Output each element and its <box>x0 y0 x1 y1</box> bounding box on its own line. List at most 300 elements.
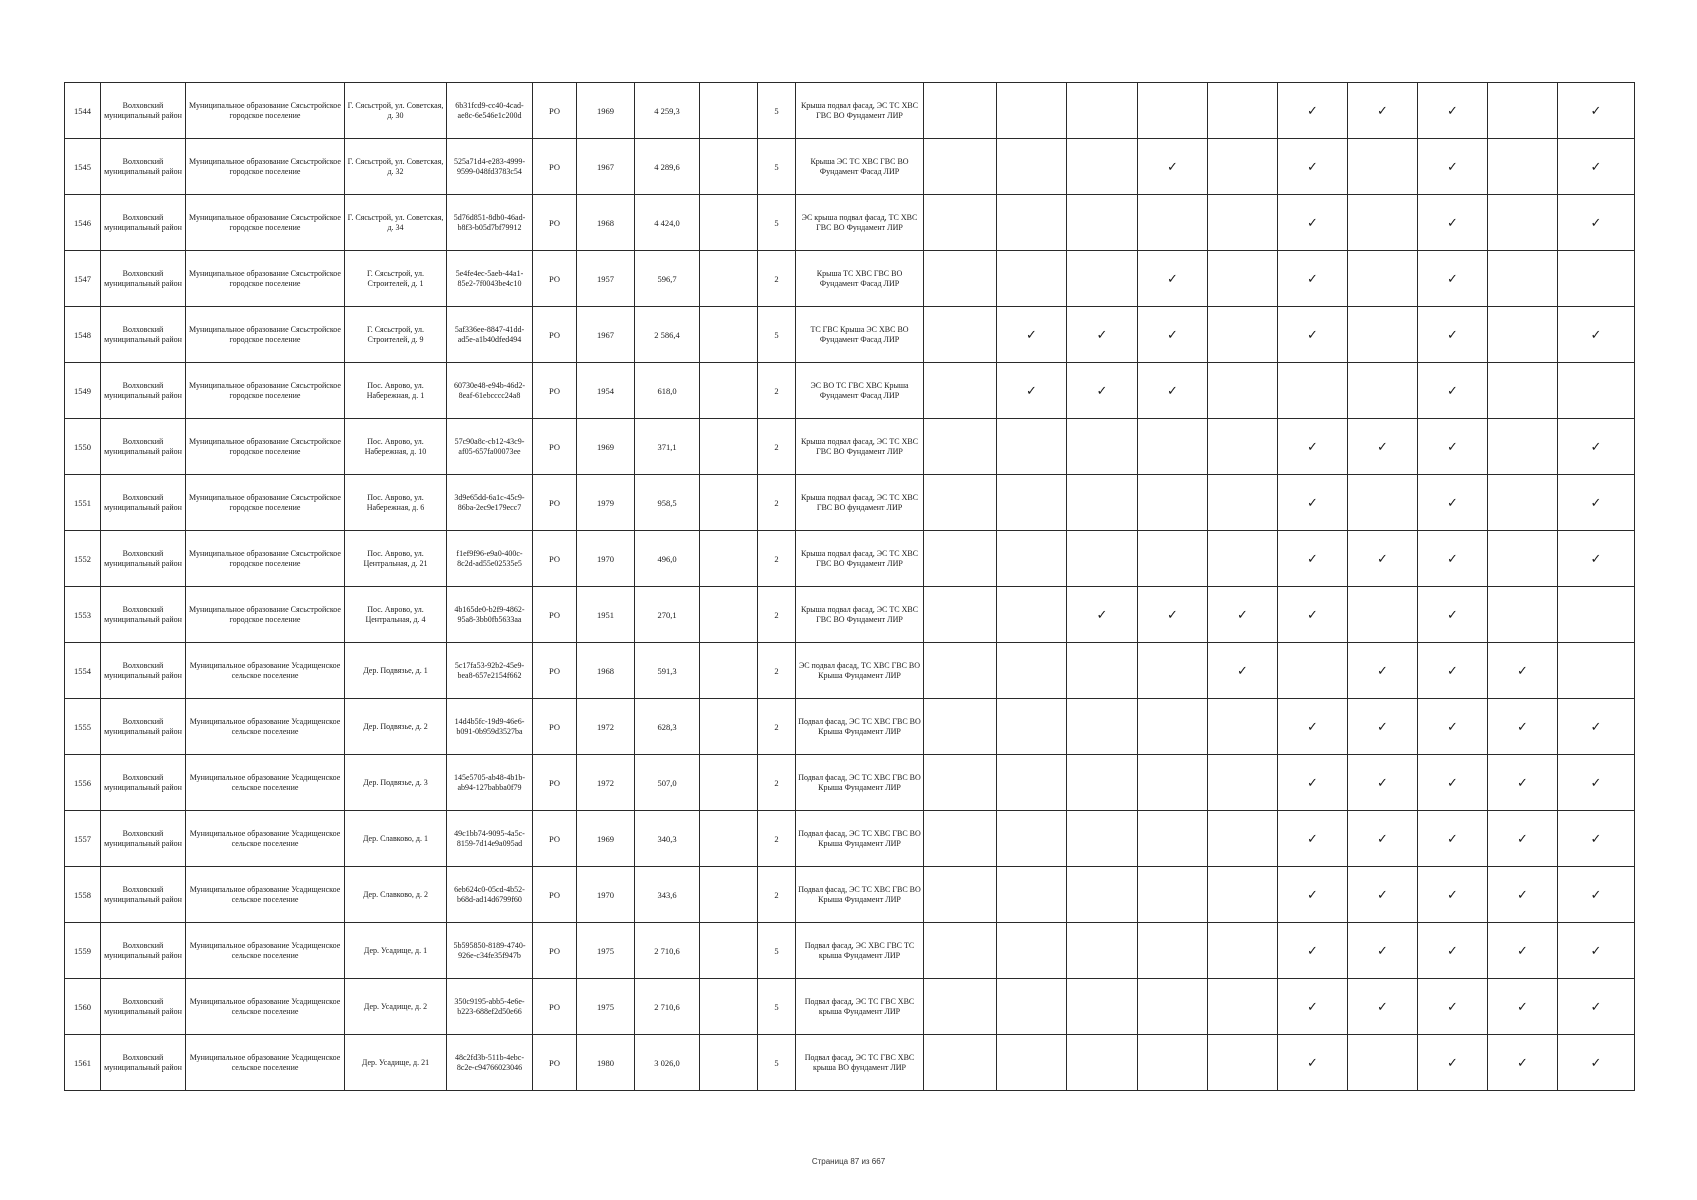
register-table <box>64 82 1635 1091</box>
check-mark-icon: ✓ <box>1278 195 1348 251</box>
district-cell: Волховский муниципальный район <box>101 587 186 643</box>
empty-check-cell <box>1138 923 1208 979</box>
floors-cell: 2 <box>758 475 796 531</box>
check-mark-icon: ✓ <box>1138 251 1208 307</box>
address-cell: Г. Сясьстрой, ул. Строителей, д. 9 <box>345 307 447 363</box>
district-cell: Волховский муниципальный район <box>101 699 186 755</box>
table-row <box>65 251 1635 307</box>
district-cell: Волховский муниципальный район <box>101 307 186 363</box>
house-guid-cell: 48c2fd3b-511b-4ebc-8c2e-c94766023046 <box>447 1035 533 1091</box>
house-guid-cell: 57c90a8c-cb12-43c9-af05-657fa00073ee <box>447 419 533 475</box>
empty-check-cell <box>1138 1035 1208 1091</box>
empty-cell <box>700 867 758 923</box>
ro-cell: РО <box>533 811 577 867</box>
year-built-cell: 1972 <box>577 755 635 811</box>
works-list-cell: Подвал фасад, ЭС ТС ХВС ГВС ВО Крыша Фундамент ЛИР <box>796 811 924 867</box>
house-guid-cell: 525a71d4-e283-4999-9599-048fd3783c54 <box>447 139 533 195</box>
works-list-cell: Подвал фасад, ЭС ТС ХВС ГВС ВО Крыша Фундамент ЛИР <box>796 867 924 923</box>
year-built-cell: 1969 <box>577 419 635 475</box>
check-mark-icon: ✓ <box>1348 531 1418 587</box>
empty-check-cell <box>1138 83 1208 139</box>
year-built-cell: 1980 <box>577 1035 635 1091</box>
house-guid-cell: 60730e48-e94b-46d2-8eaf-61ebcccc24a8 <box>447 363 533 419</box>
empty-check-cell <box>997 195 1067 251</box>
empty-check-cell <box>1348 1035 1418 1091</box>
check-mark-icon: ✓ <box>1558 979 1635 1035</box>
check-mark-icon: ✓ <box>1208 587 1278 643</box>
check-mark-icon: ✓ <box>1488 643 1558 699</box>
floors-cell: 2 <box>758 419 796 475</box>
empty-check-cell <box>924 867 997 923</box>
area-cell: 4 424,0 <box>635 195 700 251</box>
empty-cell <box>700 195 758 251</box>
district-cell: Волховский муниципальный район <box>101 363 186 419</box>
municipality-cell: Муниципальное образование Сясьстройское городское поселение <box>186 363 345 419</box>
works-list-cell: Крыша подвал фасад, ЭС ТС ХВС ГВС ВО Фундамент ЛИР <box>796 531 924 587</box>
empty-check-cell <box>924 979 997 1035</box>
floors-cell: 2 <box>758 811 796 867</box>
year-built-cell: 1957 <box>577 251 635 307</box>
empty-check-cell <box>1348 195 1418 251</box>
check-mark-icon: ✓ <box>997 307 1067 363</box>
empty-cell <box>700 587 758 643</box>
house-guid-cell: 5d76d851-8db0-46ad-b8f3-b05d7bf79912 <box>447 195 533 251</box>
address-cell: Г. Сясьстрой, ул. Советская, д. 32 <box>345 139 447 195</box>
floors-cell: 5 <box>758 195 796 251</box>
year-built-cell: 1975 <box>577 923 635 979</box>
ro-cell: РО <box>533 923 577 979</box>
check-mark-icon: ✓ <box>1558 83 1635 139</box>
check-mark-icon: ✓ <box>1418 475 1488 531</box>
district-cell: Волховский муниципальный район <box>101 419 186 475</box>
empty-check-cell <box>1208 251 1278 307</box>
check-mark-icon: ✓ <box>1418 419 1488 475</box>
row-number-cell: 1550 <box>65 419 101 475</box>
empty-check-cell <box>924 923 997 979</box>
empty-check-cell <box>1067 475 1138 531</box>
municipality-cell: Муниципальное образование Усадищенское сельское поселение <box>186 867 345 923</box>
district-cell: Волховский муниципальный район <box>101 139 186 195</box>
address-cell: Дер. Подвязье, д. 1 <box>345 643 447 699</box>
check-mark-icon: ✓ <box>1418 83 1488 139</box>
floors-cell: 2 <box>758 587 796 643</box>
empty-cell <box>700 475 758 531</box>
empty-check-cell <box>1067 251 1138 307</box>
district-cell: Волховский муниципальный район <box>101 979 186 1035</box>
ro-cell: РО <box>533 475 577 531</box>
area-cell: 618,0 <box>635 363 700 419</box>
check-mark-icon: ✓ <box>1348 83 1418 139</box>
check-mark-icon: ✓ <box>1488 923 1558 979</box>
empty-check-cell <box>924 139 997 195</box>
works-list-cell: Крыша ТС ХВС ГВС ВО Фундамент Фасад ЛИР <box>796 251 924 307</box>
house-guid-cell: f1ef9f96-e9a0-400c-8c2d-ad55e02535e5 <box>447 531 533 587</box>
check-mark-icon: ✓ <box>1138 363 1208 419</box>
house-guid-cell: 5e4fe4ec-5aeb-44a1-85e2-7f0043be4c10 <box>447 251 533 307</box>
house-guid-cell: 6b31fcd9-cc40-4cad-ae8c-6e546e1c200d <box>447 83 533 139</box>
municipality-cell: Муниципальное образование Усадищенское сельское поселение <box>186 923 345 979</box>
empty-check-cell <box>924 811 997 867</box>
check-mark-icon: ✓ <box>1278 699 1348 755</box>
year-built-cell: 1968 <box>577 643 635 699</box>
year-built-cell: 1951 <box>577 587 635 643</box>
address-cell: Пос. Аврово, ул. Центральная, д. 21 <box>345 531 447 587</box>
check-mark-icon: ✓ <box>1418 923 1488 979</box>
ro-cell: РО <box>533 531 577 587</box>
table-row <box>65 979 1635 1035</box>
empty-check-cell <box>997 1035 1067 1091</box>
check-mark-icon: ✓ <box>1418 139 1488 195</box>
empty-check-cell <box>1208 195 1278 251</box>
row-number-cell: 1561 <box>65 1035 101 1091</box>
empty-check-cell <box>1067 979 1138 1035</box>
ro-cell: РО <box>533 195 577 251</box>
check-mark-icon: ✓ <box>1558 307 1635 363</box>
empty-check-cell <box>924 195 997 251</box>
address-cell: Пос. Аврово, ул. Центральная, д. 4 <box>345 587 447 643</box>
check-mark-icon: ✓ <box>1418 363 1488 419</box>
area-cell: 628,3 <box>635 699 700 755</box>
district-cell: Волховский муниципальный район <box>101 1035 186 1091</box>
works-list-cell: Подвал фасад, ЭС ТС ХВС ГВС ВО Крыша Фундамент ЛИР <box>796 755 924 811</box>
works-list-cell: Крыша подвал фасад, ЭС ТС ХВС ГВС ВО Фундамент ЛИР <box>796 419 924 475</box>
check-mark-icon: ✓ <box>1138 307 1208 363</box>
empty-check-cell <box>1208 83 1278 139</box>
empty-check-cell <box>924 531 997 587</box>
floors-cell: 5 <box>758 979 796 1035</box>
empty-check-cell <box>1488 531 1558 587</box>
empty-check-cell <box>997 979 1067 1035</box>
municipality-cell: Муниципальное образование Сясьстройское городское поселение <box>186 139 345 195</box>
check-mark-icon: ✓ <box>1418 811 1488 867</box>
empty-cell <box>700 531 758 587</box>
empty-check-cell <box>1138 811 1208 867</box>
address-cell: Дер. Усадище, д. 21 <box>345 1035 447 1091</box>
table-row <box>65 419 1635 475</box>
house-guid-cell: 5c17fa53-92b2-45e9-bea8-657e2154f662 <box>447 643 533 699</box>
address-cell: Пос. Аврово, ул. Набережная, д. 1 <box>345 363 447 419</box>
empty-check-cell <box>1488 587 1558 643</box>
empty-check-cell <box>924 755 997 811</box>
floors-cell: 5 <box>758 139 796 195</box>
empty-check-cell <box>1488 251 1558 307</box>
table-row <box>65 867 1635 923</box>
empty-cell <box>700 811 758 867</box>
works-list-cell: Крыша подвал фасад, ЭС ТС ХВС ГВС ВО Фундамент ЛИР <box>796 587 924 643</box>
table-row <box>65 811 1635 867</box>
check-mark-icon: ✓ <box>1558 195 1635 251</box>
empty-check-cell <box>1348 139 1418 195</box>
table-body <box>65 83 1635 1091</box>
table-row <box>65 307 1635 363</box>
address-cell: Пос. Аврово, ул. Набережная, д. 6 <box>345 475 447 531</box>
municipality-cell: Муниципальное образование Сясьстройское городское поселение <box>186 195 345 251</box>
table-row <box>65 587 1635 643</box>
empty-check-cell <box>997 755 1067 811</box>
table-row <box>65 531 1635 587</box>
ro-cell: РО <box>533 755 577 811</box>
row-number-cell: 1560 <box>65 979 101 1035</box>
check-mark-icon: ✓ <box>1418 699 1488 755</box>
year-built-cell: 1954 <box>577 363 635 419</box>
row-number-cell: 1551 <box>65 475 101 531</box>
ro-cell: РО <box>533 139 577 195</box>
empty-check-cell <box>1488 307 1558 363</box>
municipality-cell: Муниципальное образование Усадищенское сельское поселение <box>186 643 345 699</box>
district-cell: Волховский муниципальный район <box>101 83 186 139</box>
empty-check-cell <box>997 643 1067 699</box>
empty-cell <box>700 419 758 475</box>
check-mark-icon: ✓ <box>1348 811 1418 867</box>
works-list-cell: ЭС подвал фасад, ТС ХВС ГВС ВО Крыша Фундамент ЛИР <box>796 643 924 699</box>
row-number-cell: 1558 <box>65 867 101 923</box>
area-cell: 496,0 <box>635 531 700 587</box>
works-list-cell: ЭС ВО ТС ГВС ХВС Крыша Фундамент Фасад ЛИР <box>796 363 924 419</box>
empty-check-cell <box>924 251 997 307</box>
year-built-cell: 1969 <box>577 811 635 867</box>
address-cell: Дер. Подвязье, д. 3 <box>345 755 447 811</box>
ro-cell: РО <box>533 83 577 139</box>
ro-cell: РО <box>533 979 577 1035</box>
check-mark-icon: ✓ <box>1558 531 1635 587</box>
empty-cell <box>700 979 758 1035</box>
area-cell: 507,0 <box>635 755 700 811</box>
empty-check-cell <box>1138 755 1208 811</box>
ro-cell: РО <box>533 363 577 419</box>
floors-cell: 2 <box>758 531 796 587</box>
area-cell: 2 710,6 <box>635 979 700 1035</box>
check-mark-icon: ✓ <box>1558 811 1635 867</box>
check-mark-icon: ✓ <box>997 363 1067 419</box>
house-guid-cell: 3d9e65dd-6a1c-45c9-86ba-2ec9e179ecc7 <box>447 475 533 531</box>
empty-check-cell <box>1067 699 1138 755</box>
address-cell: Дер. Усадище, д. 2 <box>345 979 447 1035</box>
empty-check-cell <box>1488 419 1558 475</box>
address-cell: Дер. Славково, д. 2 <box>345 867 447 923</box>
row-number-cell: 1545 <box>65 139 101 195</box>
district-cell: Волховский муниципальный район <box>101 811 186 867</box>
empty-check-cell <box>1208 699 1278 755</box>
empty-check-cell <box>924 307 997 363</box>
empty-check-cell <box>1208 923 1278 979</box>
house-guid-cell: 5b595850-8189-4740-926e-c34fe35f947b <box>447 923 533 979</box>
empty-cell <box>700 307 758 363</box>
empty-check-cell <box>1138 531 1208 587</box>
area-cell: 591,3 <box>635 643 700 699</box>
floors-cell: 5 <box>758 923 796 979</box>
district-cell: Волховский муниципальный район <box>101 867 186 923</box>
check-mark-icon: ✓ <box>1348 923 1418 979</box>
check-mark-icon: ✓ <box>1138 139 1208 195</box>
table-row <box>65 1035 1635 1091</box>
empty-check-cell <box>1208 363 1278 419</box>
empty-check-cell <box>1348 587 1418 643</box>
table-row <box>65 363 1635 419</box>
empty-cell <box>700 923 758 979</box>
empty-check-cell <box>924 419 997 475</box>
check-mark-icon: ✓ <box>1488 755 1558 811</box>
house-guid-cell: 6eb624c0-05cd-4b52-b68d-ad14d6799f60 <box>447 867 533 923</box>
check-mark-icon: ✓ <box>1488 1035 1558 1091</box>
check-mark-icon: ✓ <box>1418 587 1488 643</box>
check-mark-icon: ✓ <box>1348 643 1418 699</box>
table-row <box>65 83 1635 139</box>
house-guid-cell: 14d4b5fc-19d9-46e6-b091-0b959d3527ba <box>447 699 533 755</box>
works-list-cell: Крыша подвал фасад, ЭС ТС ХВС ГВС ВО фундамент ЛИР <box>796 475 924 531</box>
area-cell: 4 259,3 <box>635 83 700 139</box>
empty-check-cell <box>1138 979 1208 1035</box>
row-number-cell: 1548 <box>65 307 101 363</box>
municipality-cell: Муниципальное образование Сясьстройское городское поселение <box>186 475 345 531</box>
ro-cell: РО <box>533 699 577 755</box>
check-mark-icon: ✓ <box>1418 755 1488 811</box>
ro-cell: РО <box>533 1035 577 1091</box>
empty-check-cell <box>1348 363 1418 419</box>
year-built-cell: 1979 <box>577 475 635 531</box>
empty-cell <box>700 755 758 811</box>
floors-cell: 5 <box>758 83 796 139</box>
year-built-cell: 1975 <box>577 979 635 1035</box>
ro-cell: РО <box>533 419 577 475</box>
empty-cell <box>700 139 758 195</box>
empty-check-cell <box>997 531 1067 587</box>
check-mark-icon: ✓ <box>1488 867 1558 923</box>
year-built-cell: 1972 <box>577 699 635 755</box>
district-cell: Волховский муниципальный район <box>101 475 186 531</box>
row-number-cell: 1552 <box>65 531 101 587</box>
empty-check-cell <box>924 699 997 755</box>
municipality-cell: Муниципальное образование Сясьстройское городское поселение <box>186 307 345 363</box>
check-mark-icon: ✓ <box>1138 587 1208 643</box>
area-cell: 958,5 <box>635 475 700 531</box>
check-mark-icon: ✓ <box>1278 587 1348 643</box>
house-guid-cell: 5af336ee-8847-41dd-ad5e-a1b40dfed494 <box>447 307 533 363</box>
empty-check-cell <box>1138 475 1208 531</box>
address-cell: Г. Сясьстрой, ул. Советская, д. 30 <box>345 83 447 139</box>
check-mark-icon: ✓ <box>1488 811 1558 867</box>
check-mark-icon: ✓ <box>1418 195 1488 251</box>
year-built-cell: 1970 <box>577 867 635 923</box>
district-cell: Волховский муниципальный район <box>101 531 186 587</box>
ro-cell: РО <box>533 867 577 923</box>
page-footer: Страница 87 из 667 <box>811 1157 886 1166</box>
year-built-cell: 1968 <box>577 195 635 251</box>
empty-cell <box>700 643 758 699</box>
check-mark-icon: ✓ <box>1278 923 1348 979</box>
address-cell: Дер. Усадище, д. 1 <box>345 923 447 979</box>
area-cell: 2 710,6 <box>635 923 700 979</box>
ro-cell: РО <box>533 587 577 643</box>
empty-check-cell <box>1488 195 1558 251</box>
address-cell: Г. Сясьстрой, ул. Советская, д. 34 <box>345 195 447 251</box>
empty-check-cell <box>997 699 1067 755</box>
district-cell: Волховский муниципальный район <box>101 195 186 251</box>
house-guid-cell: 49c1bb74-9095-4a5c-8159-7d14e9a095ad <box>447 811 533 867</box>
empty-check-cell <box>1067 83 1138 139</box>
empty-check-cell <box>1488 363 1558 419</box>
empty-check-cell <box>1067 867 1138 923</box>
empty-check-cell <box>1488 139 1558 195</box>
empty-check-cell <box>1558 251 1635 307</box>
address-cell: Дер. Славково, д. 1 <box>345 811 447 867</box>
check-mark-icon: ✓ <box>1558 699 1635 755</box>
floors-cell: 2 <box>758 363 796 419</box>
area-cell: 2 586,4 <box>635 307 700 363</box>
check-mark-icon: ✓ <box>1278 1035 1348 1091</box>
empty-check-cell <box>997 587 1067 643</box>
works-list-cell: Подвал фасад, ЭС ТС ГВС ХВС крыша Фундамент ЛИР <box>796 979 924 1035</box>
empty-check-cell <box>1208 307 1278 363</box>
empty-cell <box>700 363 758 419</box>
check-mark-icon: ✓ <box>1418 251 1488 307</box>
floors-cell: 2 <box>758 699 796 755</box>
check-mark-icon: ✓ <box>1348 867 1418 923</box>
empty-check-cell <box>924 363 997 419</box>
floors-cell: 2 <box>758 251 796 307</box>
empty-check-cell <box>1067 195 1138 251</box>
check-mark-icon: ✓ <box>1278 867 1348 923</box>
empty-check-cell <box>924 643 997 699</box>
table-row <box>65 643 1635 699</box>
check-mark-icon: ✓ <box>1558 923 1635 979</box>
year-built-cell: 1967 <box>577 307 635 363</box>
empty-check-cell <box>1138 867 1208 923</box>
empty-check-cell <box>1208 867 1278 923</box>
check-mark-icon: ✓ <box>1418 307 1488 363</box>
works-list-cell: ТС ГВС Крыша ЭС ХВС ВО Фундамент Фасад ЛИР <box>796 307 924 363</box>
row-number-cell: 1556 <box>65 755 101 811</box>
empty-check-cell <box>1278 363 1348 419</box>
empty-check-cell <box>1348 475 1418 531</box>
ro-cell: РО <box>533 307 577 363</box>
check-mark-icon: ✓ <box>1278 755 1348 811</box>
empty-check-cell <box>1138 643 1208 699</box>
empty-cell <box>700 1035 758 1091</box>
empty-check-cell <box>1278 643 1348 699</box>
empty-check-cell <box>1208 811 1278 867</box>
works-list-cell: ЭС крыша подвал фасад, ТС ХВС ГВС ВО Фундамент ЛИР <box>796 195 924 251</box>
row-number-cell: 1553 <box>65 587 101 643</box>
check-mark-icon: ✓ <box>1348 699 1418 755</box>
municipality-cell: Муниципальное образование Сясьстройское городское поселение <box>186 531 345 587</box>
empty-check-cell <box>1348 251 1418 307</box>
municipality-cell: Муниципальное образование Усадищенское сельское поселение <box>186 979 345 1035</box>
empty-check-cell <box>997 475 1067 531</box>
empty-check-cell <box>1138 699 1208 755</box>
ro-cell: РО <box>533 251 577 307</box>
district-cell: Волховский муниципальный район <box>101 643 186 699</box>
empty-cell <box>700 699 758 755</box>
empty-check-cell <box>997 83 1067 139</box>
area-cell: 596,7 <box>635 251 700 307</box>
empty-check-cell <box>924 475 997 531</box>
address-cell: Пос. Аврово, ул. Набережная, д. 10 <box>345 419 447 475</box>
row-number-cell: 1546 <box>65 195 101 251</box>
check-mark-icon: ✓ <box>1348 419 1418 475</box>
floors-cell: 5 <box>758 1035 796 1091</box>
house-guid-cell: 145e5705-ab48-4b1b-ab94-127babba0f79 <box>447 755 533 811</box>
row-number-cell: 1547 <box>65 251 101 307</box>
empty-check-cell <box>1208 475 1278 531</box>
empty-check-cell <box>997 139 1067 195</box>
empty-check-cell <box>1348 307 1418 363</box>
empty-check-cell <box>1208 755 1278 811</box>
check-mark-icon: ✓ <box>1558 475 1635 531</box>
empty-check-cell <box>1067 755 1138 811</box>
empty-check-cell <box>1067 139 1138 195</box>
empty-check-cell <box>1208 979 1278 1035</box>
check-mark-icon: ✓ <box>1418 643 1488 699</box>
